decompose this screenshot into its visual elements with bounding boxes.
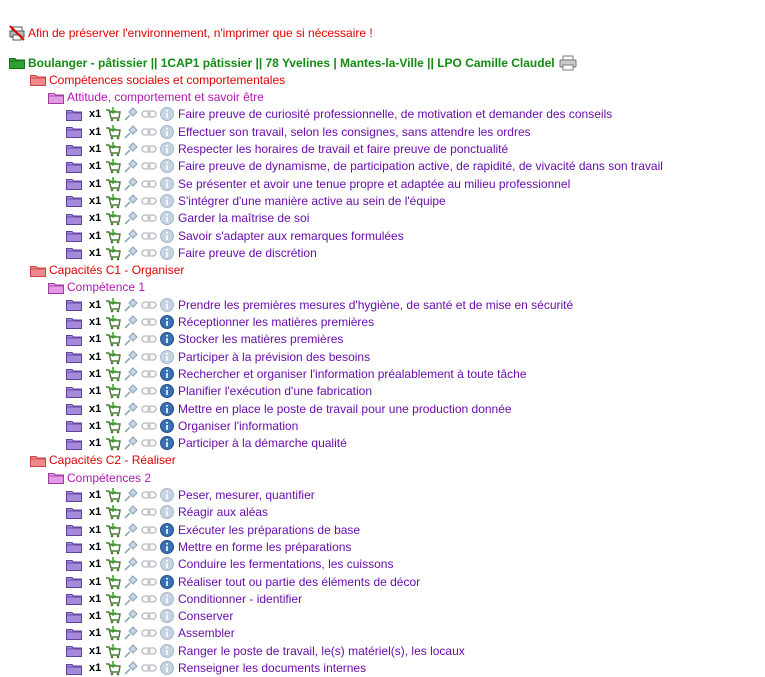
info-icon[interactable] — [159, 539, 175, 555]
competency-item[interactable] — [66, 435, 347, 452]
item-folder-icon[interactable] — [66, 540, 82, 553]
competency-label[interactable]: Mettre en forme les préparations — [178, 539, 352, 554]
add-to-cart-icon[interactable] — [105, 435, 121, 451]
item-folder-icon[interactable] — [66, 644, 82, 657]
competency-label[interactable]: Faire preuve de discrétion — [178, 245, 317, 260]
info-icon[interactable] — [159, 556, 175, 572]
pin-icon[interactable] — [123, 401, 139, 417]
info-icon[interactable] — [159, 297, 175, 313]
item-folder-icon[interactable] — [66, 143, 82, 156]
quantity-label: x1 — [89, 592, 102, 605]
quantity-label: x1 — [89, 489, 102, 501]
info-icon[interactable] — [159, 591, 175, 607]
pin-icon[interactable] — [123, 522, 139, 538]
add-to-cart-icon[interactable] — [105, 158, 121, 174]
competency-label[interactable]: Faire preuve de dynamisme, de participation active, de rapidité, de vivacité dans son travail — [178, 159, 663, 174]
competency-item[interactable] — [66, 192, 446, 209]
competency-label[interactable]: Savoir s'adapter aux remarques formulées — [178, 228, 404, 243]
quantity-label: x1 — [89, 212, 102, 225]
link-icon[interactable] — [141, 539, 157, 555]
link-icon[interactable] — [141, 314, 157, 330]
pin-icon[interactable] — [123, 210, 139, 226]
link-icon[interactable] — [141, 193, 157, 209]
quantity-label: x1 — [89, 194, 102, 207]
competency-item[interactable] — [66, 296, 573, 313]
item-folder-icon[interactable] — [66, 212, 82, 225]
pin-icon[interactable] — [123, 383, 139, 399]
competency-item[interactable] — [66, 521, 360, 538]
competency-item[interactable] — [66, 573, 420, 590]
info-icon[interactable] — [159, 504, 175, 520]
printer-icon[interactable] — [559, 55, 577, 71]
pin-icon[interactable] — [123, 297, 139, 313]
add-to-cart-icon[interactable] — [105, 297, 121, 313]
pin-icon[interactable] — [123, 435, 139, 451]
info-icon[interactable] — [159, 314, 175, 330]
green-folder-icon[interactable] — [9, 56, 25, 69]
link-icon[interactable] — [141, 124, 157, 140]
add-to-cart-icon[interactable] — [105, 643, 121, 659]
competency-label[interactable]: Assembler — [178, 626, 235, 641]
add-to-cart-icon[interactable] — [105, 245, 121, 261]
item-folder-icon[interactable] — [66, 610, 82, 623]
pin-icon[interactable] — [123, 574, 139, 590]
link-icon[interactable] — [141, 591, 157, 607]
competency-item[interactable] — [66, 417, 298, 434]
quantity-label: x1 — [89, 108, 102, 121]
info-icon[interactable] — [159, 401, 175, 417]
item-folder-icon[interactable] — [66, 558, 82, 571]
add-to-cart-icon[interactable] — [105, 141, 121, 157]
item-folder-icon[interactable] — [66, 229, 82, 242]
competency-label[interactable]: Peser, mesurer, quantifier — [178, 488, 315, 502]
link-icon[interactable] — [141, 366, 157, 382]
info-icon[interactable] — [159, 643, 175, 659]
quantity-label: x1 — [89, 333, 102, 346]
item-folder-icon[interactable] — [66, 160, 82, 173]
item-folder-icon[interactable] — [66, 350, 82, 363]
link-icon[interactable] — [141, 210, 157, 226]
competency-label[interactable]: Effectuer son travail, selon les consignes, sans attendre les ordres — [178, 124, 531, 139]
info-icon[interactable] — [159, 366, 175, 382]
link-icon[interactable] — [141, 643, 157, 659]
link-icon[interactable] — [141, 401, 157, 417]
quantity-label: x1 — [89, 610, 102, 623]
link-icon[interactable] — [141, 106, 157, 122]
info-icon[interactable] — [159, 124, 175, 140]
subcategory-label[interactable]: Attitude, comportement et savoir être — [67, 90, 264, 105]
quantity-label: x1 — [89, 437, 102, 450]
add-to-cart-icon[interactable] — [105, 539, 121, 555]
competency-item[interactable] — [66, 642, 465, 659]
item-folder-icon[interactable] — [66, 177, 82, 190]
competency-label[interactable]: Stocker les matières premières — [178, 332, 344, 347]
competency-item[interactable] — [66, 538, 351, 555]
info-icon[interactable] — [159, 435, 175, 451]
pin-icon[interactable] — [123, 608, 139, 624]
competency-label[interactable]: Organiser l'information — [178, 418, 299, 433]
item-folder-icon[interactable] — [66, 333, 82, 346]
competency-item[interactable] — [66, 106, 612, 123]
competency-item[interactable] — [66, 348, 370, 365]
category-node[interactable] — [30, 71, 285, 88]
item-folder-icon[interactable] — [66, 662, 82, 675]
info-icon[interactable] — [159, 383, 175, 399]
info-icon[interactable] — [159, 193, 175, 209]
add-to-cart-icon[interactable] — [105, 228, 121, 244]
competency-label[interactable]: Rechercher et organiser l'information préalablement à toute tâche — [178, 366, 527, 381]
info-icon[interactable] — [159, 349, 175, 365]
competency-label[interactable]: Conduire les fermentations, les cuissons — [178, 557, 394, 572]
competency-label[interactable]: Conserver — [178, 609, 234, 624]
pin-icon[interactable] — [123, 245, 139, 261]
add-to-cart-icon[interactable] — [105, 106, 121, 122]
add-to-cart-icon[interactable] — [105, 625, 121, 641]
pin-icon[interactable] — [123, 625, 139, 641]
add-to-cart-icon[interactable] — [105, 124, 121, 140]
pin-icon[interactable] — [123, 643, 139, 659]
subcategory-label[interactable]: Compétence 1 — [67, 280, 146, 295]
competency-label[interactable]: Participer à la prévision des besoins — [178, 349, 371, 364]
category-label[interactable]: Capacités C2 - Réaliser — [49, 453, 176, 468]
item-folder-icon[interactable] — [66, 627, 82, 640]
add-to-cart-icon[interactable] — [105, 504, 121, 520]
competency-item[interactable] — [66, 383, 372, 400]
info-icon[interactable] — [159, 141, 175, 157]
item-folder-icon[interactable] — [66, 402, 82, 415]
category-folder-icon[interactable] — [30, 264, 46, 277]
link-icon[interactable] — [141, 418, 157, 434]
info-icon[interactable] — [159, 574, 175, 590]
competency-item[interactable] — [66, 123, 531, 140]
add-to-cart-icon[interactable] — [105, 401, 121, 417]
quantity-label: x1 — [89, 523, 102, 536]
subcategory-label[interactable]: Compétences 2 — [67, 470, 152, 485]
link-icon[interactable] — [141, 228, 157, 244]
link-icon[interactable] — [141, 331, 157, 347]
print-notice — [9, 25, 373, 41]
info-icon[interactable] — [159, 106, 175, 122]
quantity-label: x1 — [89, 350, 102, 363]
category-folder-icon[interactable] — [30, 454, 46, 467]
competency-item[interactable] — [66, 625, 235, 642]
pin-icon[interactable] — [123, 158, 139, 174]
pin-icon[interactable] — [123, 556, 139, 572]
info-icon[interactable] — [159, 210, 175, 226]
item-folder-icon[interactable] — [66, 108, 82, 121]
competency-item[interactable] — [66, 504, 268, 521]
competency-label[interactable]: Faire preuve de curiosité professionnelle, de motivation et demander des conseils — [178, 107, 613, 122]
quantity-label: x1 — [89, 385, 102, 398]
competency-label[interactable]: Réagir aux aléas — [178, 505, 269, 520]
info-icon[interactable] — [159, 660, 175, 676]
category-node[interactable] — [30, 452, 176, 469]
link-icon[interactable] — [141, 158, 157, 174]
competency-label[interactable]: S'intégrer d'une manière active au sein de l'équipe — [178, 193, 446, 208]
competency-label[interactable]: Se présenter et avoir une tenue propre et adaptée au milieu professionnel — [178, 176, 571, 191]
item-folder-icon[interactable] — [66, 385, 82, 398]
link-icon[interactable] — [141, 349, 157, 365]
link-icon[interactable] — [141, 487, 157, 503]
category-node[interactable] — [30, 262, 184, 279]
item-folder-icon[interactable] — [66, 316, 82, 329]
quantity-label: x1 — [89, 506, 102, 519]
quantity-label: x1 — [89, 298, 102, 311]
competency-item[interactable] — [66, 158, 663, 175]
link-icon[interactable] — [141, 608, 157, 624]
category-label[interactable]: Compétences sociales et comportementales — [49, 72, 286, 87]
competency-label[interactable]: Exécuter les préparations de base — [178, 522, 361, 537]
competency-label[interactable]: Mettre en place le poste de travail pour une production donnée — [178, 401, 512, 416]
pin-icon[interactable] — [123, 141, 139, 157]
info-icon[interactable] — [159, 522, 175, 538]
subcategory-folder-icon[interactable] — [48, 471, 64, 484]
item-folder-icon[interactable] — [66, 194, 82, 207]
add-to-cart-icon[interactable] — [105, 349, 121, 365]
pin-icon[interactable] — [123, 539, 139, 555]
item-folder-icon[interactable] — [66, 575, 82, 588]
competency-label[interactable]: Respecter les horaires de travail et faire preuve de ponctualité — [178, 142, 509, 156]
pin-icon[interactable] — [123, 349, 139, 365]
info-icon[interactable] — [159, 228, 175, 244]
link-icon[interactable] — [141, 504, 157, 520]
item-folder-icon[interactable] — [66, 298, 82, 311]
subcategory-node[interactable] — [48, 89, 264, 106]
link-icon[interactable] — [141, 176, 157, 192]
category-label[interactable]: Capacités C1 - Organiser — [49, 263, 185, 278]
add-to-cart-icon[interactable] — [105, 556, 121, 572]
competency-label[interactable]: Renseigner les documents internes — [178, 661, 367, 675]
info-icon[interactable] — [159, 158, 175, 174]
quantity-label: x1 — [89, 644, 102, 657]
quantity-label: x1 — [89, 419, 102, 432]
quantity-label: x1 — [89, 575, 102, 588]
link-icon[interactable] — [141, 660, 157, 676]
subcategory-folder-icon[interactable] — [48, 91, 64, 104]
pin-icon[interactable] — [123, 418, 139, 434]
quantity-label: x1 — [89, 402, 102, 415]
info-icon[interactable] — [159, 418, 175, 434]
competency-label[interactable]: Ranger le poste de travail, le(s) matériel(s), les locaux — [178, 643, 465, 658]
add-to-cart-icon[interactable] — [105, 176, 121, 192]
subcategory-node[interactable] — [48, 469, 151, 486]
add-to-cart-icon[interactable] — [105, 608, 121, 624]
competency-item[interactable] — [66, 210, 309, 227]
competency-item[interactable] — [66, 608, 233, 625]
item-folder-icon[interactable] — [66, 125, 82, 138]
competency-item[interactable] — [66, 400, 512, 417]
competency-item[interactable] — [66, 314, 374, 331]
item-folder-icon[interactable] — [66, 489, 82, 502]
item-folder-icon[interactable] — [66, 506, 82, 519]
subcategory-folder-icon[interactable] — [48, 281, 64, 294]
add-to-cart-icon[interactable] — [105, 193, 121, 209]
link-icon[interactable] — [141, 625, 157, 641]
no-print-icon — [9, 25, 25, 41]
link-icon[interactable] — [141, 556, 157, 572]
competency-label[interactable]: Réceptionner les matières premières — [178, 315, 375, 329]
competency-item[interactable] — [66, 556, 393, 573]
quantity-label: x1 — [89, 558, 102, 571]
competency-item[interactable] — [66, 175, 570, 192]
quantity-label: x1 — [89, 316, 102, 328]
link-icon[interactable] — [141, 574, 157, 590]
quantity-label: x1 — [89, 143, 102, 155]
link-icon[interactable] — [141, 141, 157, 157]
add-to-cart-icon[interactable] — [105, 314, 121, 330]
quantity-label: x1 — [89, 367, 102, 380]
competency-item[interactable] — [66, 660, 366, 677]
pin-icon[interactable] — [123, 591, 139, 607]
pin-icon[interactable] — [123, 314, 139, 330]
item-folder-icon[interactable] — [66, 592, 82, 605]
subcategory-node[interactable] — [48, 279, 145, 296]
root-label[interactable]: Boulanger - pâtissier || 1CAP1 pâtissier || 78 Yvelines | Mantes-la-Ville || LPO Camille Claudel — [28, 55, 555, 70]
competency-item[interactable] — [66, 141, 508, 158]
item-folder-icon[interactable] — [66, 523, 82, 536]
info-icon[interactable] — [159, 331, 175, 347]
category-folder-icon[interactable] — [30, 73, 46, 86]
competency-item[interactable] — [66, 227, 404, 244]
competency-label[interactable]: Réaliser tout ou partie des éléments de décor — [178, 574, 421, 589]
item-folder-icon[interactable] — [66, 367, 82, 380]
info-icon[interactable] — [159, 625, 175, 641]
add-to-cart-icon[interactable] — [105, 660, 121, 676]
pin-icon[interactable] — [123, 487, 139, 503]
competency-label[interactable]: Prendre les premières mesures d'hygiène, de santé et de mise en sécurité — [178, 297, 574, 312]
link-icon[interactable] — [141, 522, 157, 538]
pin-icon[interactable] — [123, 106, 139, 122]
link-icon[interactable] — [141, 245, 157, 261]
add-to-cart-icon[interactable] — [105, 522, 121, 538]
pin-icon[interactable] — [123, 366, 139, 382]
add-to-cart-icon[interactable] — [105, 383, 121, 399]
quantity-label: x1 — [89, 229, 102, 242]
info-icon[interactable] — [159, 608, 175, 624]
link-icon[interactable] — [141, 435, 157, 451]
print-notice-text: Afin de préserver l'environnement, n'imprimer que si nécessaire ! — [28, 26, 373, 40]
competency-item[interactable] — [66, 487, 315, 504]
add-to-cart-icon[interactable] — [105, 418, 121, 434]
quantity-label: x1 — [89, 246, 102, 259]
add-to-cart-icon[interactable] — [105, 591, 121, 607]
quantity-label: x1 — [89, 540, 102, 553]
quantity-label: x1 — [89, 662, 102, 674]
competency-item[interactable] — [66, 365, 527, 382]
quantity-label: x1 — [89, 160, 102, 173]
link-icon[interactable] — [141, 297, 157, 313]
competency-label[interactable]: Planifier l'exécution d'une fabrication — [178, 384, 373, 399]
pin-icon[interactable] — [123, 228, 139, 244]
info-icon[interactable] — [159, 487, 175, 503]
competency-item[interactable] — [66, 590, 302, 607]
competency-label[interactable]: Conditionner - identifier — [178, 591, 303, 606]
competency-label[interactable]: Participer à la démarche qualité — [178, 436, 347, 451]
pin-icon[interactable] — [123, 176, 139, 192]
item-folder-icon[interactable] — [66, 419, 82, 432]
competency-label[interactable]: Garder la maîtrise de soi — [178, 211, 310, 226]
competency-item[interactable] — [66, 331, 343, 348]
quantity-label: x1 — [89, 177, 102, 190]
info-icon[interactable] — [159, 176, 175, 192]
add-to-cart-icon[interactable] — [105, 210, 121, 226]
item-folder-icon[interactable] — [66, 437, 82, 450]
tree-root[interactable] — [9, 54, 577, 71]
add-to-cart-icon[interactable] — [105, 366, 121, 382]
quantity-label: x1 — [89, 627, 102, 640]
item-folder-icon[interactable] — [66, 246, 82, 259]
add-to-cart-icon[interactable] — [105, 331, 121, 347]
add-to-cart-icon[interactable] — [105, 574, 121, 590]
pin-icon[interactable] — [123, 193, 139, 209]
quantity-label: x1 — [89, 125, 102, 138]
info-icon[interactable] — [159, 245, 175, 261]
link-icon[interactable] — [141, 383, 157, 399]
pin-icon[interactable] — [123, 124, 139, 140]
pin-icon[interactable] — [123, 660, 139, 676]
add-to-cart-icon[interactable] — [105, 487, 121, 503]
pin-icon[interactable] — [123, 504, 139, 520]
pin-icon[interactable] — [123, 331, 139, 347]
competency-item[interactable] — [66, 244, 317, 261]
